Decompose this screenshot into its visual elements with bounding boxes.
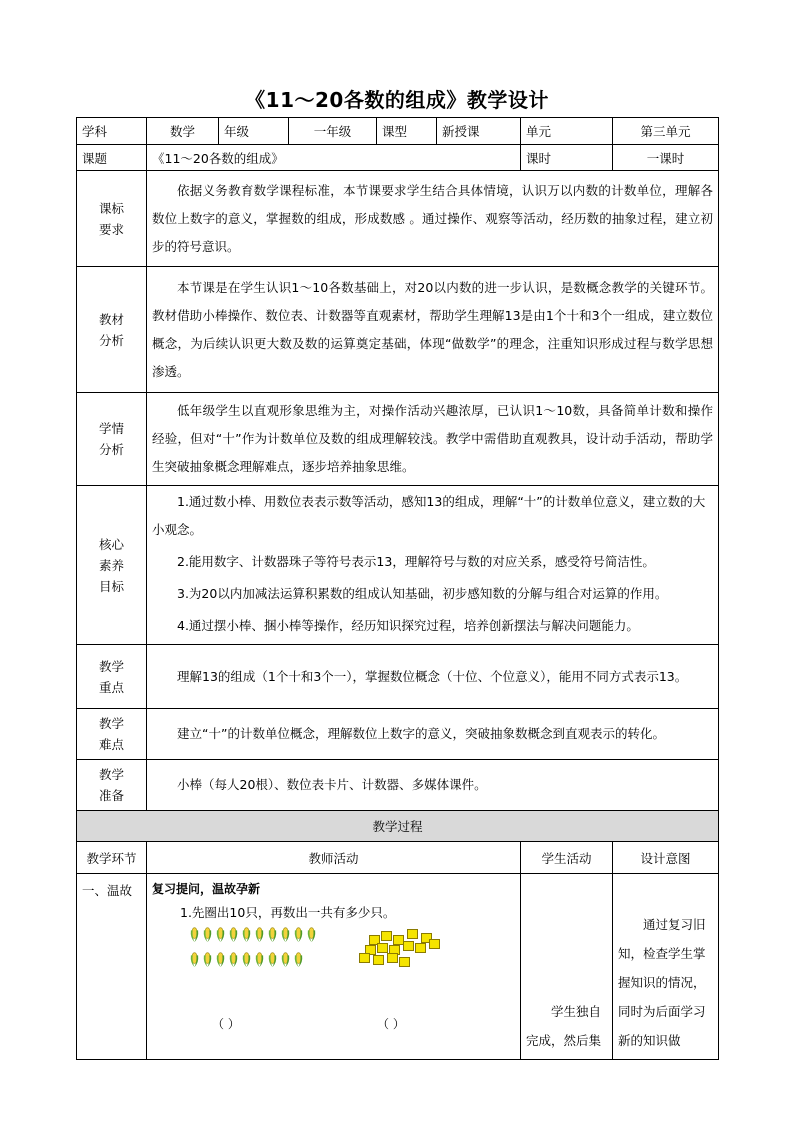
process-header-row (77, 842, 719, 874)
corn-icon (268, 925, 280, 946)
key-points-row (77, 645, 719, 709)
preparation-label: 教学 准备 (77, 760, 147, 811)
grade-value: 一年级 (289, 118, 377, 145)
stage-cell: 一、温故 (77, 874, 147, 1060)
corn-icon (190, 925, 202, 946)
standards-row (77, 171, 719, 267)
corn-icon (307, 950, 319, 971)
material-text: 本节课是在学生认识1～10各数基础上，对20以内数的进一步认识，是数概念教学的关键环节。教材借助小棒操作、数位表、计数器等直观素材，帮助学生理解13是由1个十和3个一组成，建立数位概念，为后续认识更大数及数的运算奠定基础，体现“做数学”的理念，注重知识形成过程与数学思想渗透。 (147, 267, 719, 393)
cube-group (357, 929, 447, 979)
difficulties-label: 教学 难点 (77, 709, 147, 760)
cube-icon (403, 941, 414, 951)
cube-icon (429, 939, 440, 949)
goals-label: 核心 素养 目标 (77, 486, 147, 645)
corn-icon (216, 925, 228, 946)
process-title-row (77, 811, 719, 842)
student-activity-text: 学生独自完成，然后集 (526, 1004, 602, 1048)
preparation-row (77, 760, 719, 811)
goals-list (147, 486, 719, 645)
corn-icon (281, 925, 293, 946)
material-row (77, 267, 719, 393)
corn-icon (216, 950, 228, 971)
teacher-heading: 复习提问，温故孕新 (152, 882, 261, 896)
goal-item: 3.为20以内加减法运算积累数的组成认知基础，初步感知数的分解与组合对运算的作用。 (177, 586, 668, 601)
corn-icon (307, 925, 319, 946)
students-label: 学情 分析 (77, 393, 147, 486)
subject-value: 数学 (147, 118, 219, 145)
hours-label: 课时 (521, 145, 613, 171)
goal-item: 1.通过数小棒、用数位表表示数等活动，感知13的组成，理解“十”的计数单位意义，建立数的大小观念。 (152, 494, 706, 537)
cube-icon (399, 957, 410, 967)
teacher-task: 1.先圈出10只，再数出一共有多少只。 (180, 905, 396, 920)
corn-icon (294, 950, 306, 971)
grade-label: 年级 (219, 118, 289, 145)
cube-icon (377, 943, 388, 953)
corn-icon (229, 925, 241, 946)
corn-icon (229, 950, 241, 971)
corn-icon (255, 925, 267, 946)
process-header-intent: 设计意图 (613, 842, 719, 874)
lesson-plan-table (76, 117, 719, 1060)
cube-icon (381, 931, 392, 941)
process-header-student: 学生活动 (521, 842, 613, 874)
key-points-text: 理解13的组成（1个十和3个一），掌握数位概念（十位、个位意义），能用不同方式表示13。 (147, 645, 719, 709)
teacher-activity-cell (147, 874, 521, 1060)
corn-icon (268, 950, 280, 971)
design-intent-cell (613, 874, 719, 1060)
process-title: 教学过程 (77, 811, 719, 842)
topic-row (77, 145, 719, 171)
corn-icon (242, 950, 254, 971)
header-row (77, 118, 719, 145)
key-points-label: 教学 重点 (77, 645, 147, 709)
subject-label: 学科 (77, 118, 147, 145)
design-intent-text: 通过复习旧知，检查学生掌握知识的情况，同时为后面学习新的知识做 (618, 917, 706, 1048)
preparation-text: 小棒（每人20根）、数位表卡片、计数器、多媒体课件。 (147, 760, 719, 811)
type-value: 新授课 (437, 118, 521, 145)
cube-icon (415, 943, 426, 953)
corn-group (190, 925, 320, 971)
corn-icon (190, 950, 202, 971)
topic-label: 课题 (77, 145, 147, 171)
process-header-teacher: 教师活动 (147, 842, 521, 874)
corn-icon (203, 925, 215, 946)
cube-icon (373, 955, 384, 965)
corn-icon (294, 925, 306, 946)
cube-icon (387, 953, 398, 963)
topic-value: 《11～20各数的组成》 (147, 145, 521, 171)
standards-text: 依据义务教育数学课程标准，本节课要求学生结合具体情境，认识万以内数的计数单位，理解各数位上数字的意义，掌握数的组成，形成数感 。通过操作、观察等活动，经历数的抽象过程，建立初步的符号意识。 (147, 171, 719, 267)
cube-icon (359, 953, 370, 963)
corn-icon (203, 950, 215, 971)
type-label: 课型 (377, 118, 437, 145)
process-header-stage: 教学环节 (77, 842, 147, 874)
goal-item: 2.能用数字、计数器珠子等符号表示13，理解符号与数的对应关系，感受符号简洁性。 (177, 554, 655, 569)
corn-icon (281, 950, 293, 971)
goals-row (77, 486, 719, 645)
hours-value: 一课时 (613, 145, 719, 171)
document-title: 《11～20各数的组成》教学设计 (245, 88, 549, 112)
goal-item: 4.通过摆小棒、捆小棒等操作，经历知识探究过程，培养创新摆法与解决问题能力。 (177, 618, 639, 633)
students-text: 低年级学生以直观形象思维为主，对操作活动兴趣浓厚，已认识1～10数，具备简单计数和操作经验，但对“十”作为计数单位及数的组成理解较浅。教学中需借助直观教具，设计动手活动，帮助学生突破抽象概念理解难点，逐步培养抽象思维。 (147, 393, 719, 486)
standards-label: 课标 要求 (77, 171, 147, 267)
process-row-review (77, 874, 719, 1060)
corn-icon (242, 925, 254, 946)
difficulties-row (77, 709, 719, 760)
student-activity-cell (521, 874, 613, 1060)
corn-icon (255, 950, 267, 971)
material-label: 教材 分析 (77, 267, 147, 393)
review-picture (152, 921, 515, 1039)
unit-label: 单元 (521, 118, 613, 145)
unit-value: 第三单元 (613, 118, 719, 145)
cube-icon (407, 929, 418, 939)
difficulties-text: 建立“十”的计数单位概念，理解数位上数字的意义，突破抽象数概念到直观表示的转化。 (147, 709, 719, 760)
students-row (77, 393, 719, 486)
answer-blank-left[interactable]: （ ） (212, 1017, 240, 1031)
answer-blank-right[interactable]: （ ） (377, 1017, 405, 1031)
